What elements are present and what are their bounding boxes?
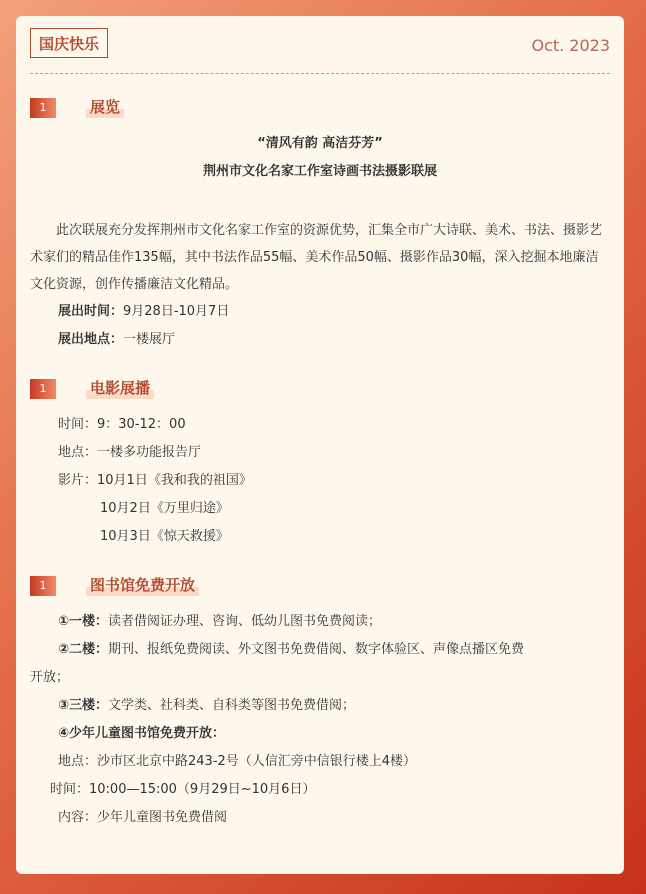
movies-time: 时间：9：30-12：00	[58, 417, 186, 432]
library-floor-1-text: 读者借阅证办理、咨询、低幼儿图书免费阅读；	[108, 614, 382, 629]
exhibition-place-value: 一楼展厅	[123, 332, 176, 347]
section-badge-exhibition	[30, 98, 70, 118]
library-floor-2-cont: 开放；	[30, 670, 70, 685]
card-header	[30, 28, 610, 74]
movies-place: 地点：一楼多功能报告厅	[58, 445, 202, 460]
exhibition-intro: 此次联展充分发挥荆州市文化名家工作室的资源优势，汇集全市广大诗联、美术、书法、摄影艺术家们的精品佳作135幅，其中书法作品55幅、美术作品50幅、摄影作品30幅，深入挖掘本地廉洁文化资源，创作传播廉洁文化精品。	[30, 223, 603, 292]
library-floor-3-label: ③三楼：	[58, 698, 109, 713]
content-card	[16, 16, 624, 874]
exhibition-subtitle-2: 荆州市文化名家工作室诗画书法摄影联展	[202, 164, 437, 179]
exhibition-time-label: 展出时间：	[58, 304, 124, 319]
exhibition-place	[58, 331, 175, 349]
library-kids-time: 时间：10:00—15:00（9月29日~10月6日）	[50, 782, 316, 797]
library-floor-1-label: ①一楼：	[58, 614, 109, 629]
movies-film-2: 10月2日《万里归途》	[100, 501, 229, 516]
library-floor-3-text: 文学类、社科类、自科类等图书免费借阅；	[108, 698, 356, 713]
library-floor-2	[58, 641, 524, 659]
movies-film-1: 影片：10月1日《我和我的祖国》	[58, 473, 252, 488]
section-badge-movies	[30, 379, 70, 399]
section-number: 1	[30, 98, 56, 118]
exhibition-place-label: 展出地点：	[58, 332, 124, 347]
section-title-exhibition: 展览	[86, 98, 124, 118]
library-floor-2-label: ②二楼：	[58, 642, 109, 657]
library-kids-content: 内容：少年儿童图书免费借阅	[58, 810, 228, 825]
section-number: 1	[30, 379, 56, 399]
library-kids-title: ④少年儿童图书馆免费开放：	[58, 726, 226, 741]
exhibition-time-value: 9月28日-10月7日	[123, 304, 230, 319]
section-badge-library	[30, 576, 70, 596]
section-number: 1	[30, 576, 56, 596]
library-floor-3	[58, 697, 355, 715]
movies-film-3: 10月3日《惊天救援》	[100, 529, 229, 544]
header-date: Oct. 2023	[531, 36, 610, 55]
section-title-movies: 电影展播	[86, 379, 154, 399]
holiday-tag: 国庆快乐	[30, 28, 108, 58]
library-floor-2-text: 期刊、报纸免费阅读、外文图书免费借阅、数字体验区、声像点播区免费	[108, 642, 525, 657]
exhibition-subtitle-1: “清风有韵 高洁芬芳”	[257, 136, 383, 151]
library-floor-1	[58, 613, 381, 631]
section-title-library: 图书馆免费开放	[86, 576, 199, 596]
library-kids-place: 地点：沙市区北京中路243-2号（人信汇旁中信银行楼上4楼）	[58, 754, 417, 769]
exhibition-time	[58, 303, 229, 321]
